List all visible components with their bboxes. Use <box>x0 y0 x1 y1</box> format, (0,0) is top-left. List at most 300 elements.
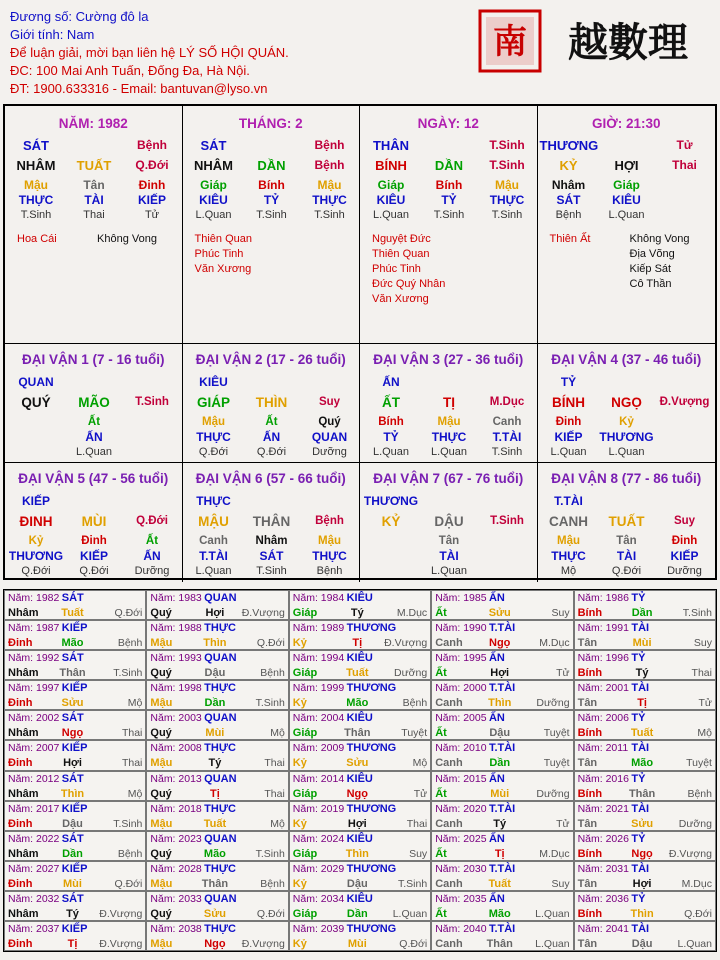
dai-van-value: Đinh <box>671 535 698 547</box>
dai-van-value: Bệnh <box>316 565 343 577</box>
pillar-cell <box>538 106 716 344</box>
year-row-top <box>150 892 284 907</box>
pillar-title: NĂM: 1982 <box>58 116 128 131</box>
year-cell <box>146 710 288 740</box>
dai-van-value: THƯƠNG <box>363 494 419 508</box>
year-row-bottom <box>293 696 427 710</box>
dai-van-value: TỶ <box>560 375 577 389</box>
year-star: SÁT <box>61 592 84 604</box>
year-cell <box>146 921 288 951</box>
year-row-bottom <box>435 787 569 801</box>
year-row-top <box>293 892 427 907</box>
year-stem: Canh <box>435 637 463 650</box>
year-row-top <box>578 711 712 726</box>
year-branch: Mão <box>61 637 84 650</box>
year-stem: Canh <box>435 697 463 710</box>
year-cell <box>289 740 431 770</box>
pillar-note: Hoa Cái <box>17 233 57 245</box>
pillar-top-value: Bệnh <box>314 138 345 152</box>
year-star: SÁT <box>61 652 84 665</box>
pillar-hlife-value: T.Sinh <box>256 209 287 221</box>
year-stem: Mậu <box>150 757 173 770</box>
pillar-hidden-value: Giáp <box>200 178 227 192</box>
year-star: QUAN <box>204 712 237 725</box>
year-row-top <box>150 741 284 756</box>
year-life-stage: Tử <box>698 697 712 710</box>
pillar-hlife-value: T.Sinh <box>491 209 523 221</box>
year-label: Năm: 1982 <box>8 592 60 604</box>
year-life-stage: Q.Đới <box>256 907 285 920</box>
year-star: THỰC <box>204 922 236 935</box>
year-branch: Mùi <box>490 787 510 800</box>
year-row-top <box>578 741 712 756</box>
pillar-row2-value: BÍNH <box>375 158 407 173</box>
year-life-stage: Thai <box>264 757 285 770</box>
year-branch: Tý <box>493 817 507 830</box>
year-life-stage: L.Quan <box>535 907 570 920</box>
year-label: Năm: 1984 <box>292 592 345 604</box>
year-row-bottom <box>435 877 569 891</box>
year-row-bottom <box>8 937 142 951</box>
dai-van-value: T.Sinh <box>256 565 287 577</box>
year-life-stage: Mộ <box>412 757 428 770</box>
year-cell <box>574 620 716 650</box>
pillar-note: Cô Thần <box>629 278 672 290</box>
year-label: Năm: 2008 <box>150 742 202 755</box>
year-star: SÁT <box>61 892 84 905</box>
dai-van-value: Canh <box>492 416 522 428</box>
year-branch: Dần <box>489 757 511 770</box>
year-stem: Mậu <box>150 637 173 650</box>
pillar-hidden-value: Đinh <box>138 178 166 192</box>
pillar-hidden-value: Bính <box>435 178 463 192</box>
year-label: Năm: 2000 <box>435 682 487 695</box>
year-row-top <box>578 681 712 696</box>
year-label: Năm: 2038 <box>150 922 202 935</box>
year-cell <box>574 831 716 861</box>
year-row-top <box>150 621 284 636</box>
year-label: Năm: 2021 <box>577 802 629 815</box>
dai-van-value: KIẾP <box>554 430 583 444</box>
year-row-top <box>435 621 569 636</box>
year-star: TÀI <box>631 622 650 635</box>
year-cell <box>431 740 573 770</box>
year-stem: Bính <box>577 727 603 740</box>
owner-name: Đương số: Cường đô la <box>10 9 149 24</box>
year-row-bottom <box>293 666 427 680</box>
dai-van-value: TÀI <box>439 549 459 563</box>
svg-text:南: 南 <box>493 22 527 62</box>
pillar-hlife-value: T.Sinh <box>20 209 52 221</box>
year-cell <box>431 650 573 680</box>
header-info <box>10 8 470 98</box>
year-branch: Thìn <box>488 697 512 710</box>
year-stem: Canh <box>435 817 463 830</box>
dai-van-value: KIẾP <box>79 549 108 563</box>
yearly-grid <box>3 589 717 952</box>
pillar-note: Kiếp Sát <box>629 263 672 275</box>
year-row-bottom <box>293 847 427 861</box>
year-star: THƯƠNG <box>346 682 397 695</box>
dai-van-value: Quý <box>318 416 341 428</box>
year-label: Năm: 2011 <box>577 742 629 755</box>
pillar-note: Thiên Quan <box>194 233 252 245</box>
year-cell <box>4 801 146 831</box>
year-star: TỶ <box>631 592 646 604</box>
year-stem: Nhâm <box>8 667 39 680</box>
year-life-stage: T.Sinh <box>682 607 712 619</box>
year-life-stage: T.Sinh <box>113 667 143 680</box>
dai-van-value: MÙI <box>81 514 107 529</box>
year-stem: Bính <box>577 787 603 800</box>
year-star: THƯƠNG <box>346 802 397 815</box>
year-label: Năm: 2007 <box>8 742 60 755</box>
year-stem: Ất <box>435 607 447 619</box>
year-branch: Mùi <box>205 727 225 740</box>
year-cell <box>146 771 288 801</box>
year-label: Năm: 2024 <box>292 832 345 845</box>
dai-van-value: Bệnh <box>315 515 344 527</box>
year-star: KIÊU <box>346 772 373 785</box>
dai-van-value: Đinh <box>555 416 582 428</box>
year-label: Năm: 2003 <box>150 712 202 725</box>
year-star: KIẾP <box>61 922 88 935</box>
year-row-bottom <box>8 907 142 921</box>
year-row-top <box>8 892 142 907</box>
dai-van-value: ẤT <box>382 395 400 410</box>
year-row-bottom <box>578 817 712 831</box>
pillar-note: Đức Quý Nhân <box>372 278 446 290</box>
svg-text:越數理: 越數理 <box>568 19 688 66</box>
year-stem: Kỷ <box>292 637 307 650</box>
year-stem: Bính <box>577 847 603 860</box>
year-row-bottom <box>578 726 712 740</box>
year-row-bottom <box>578 907 712 921</box>
pillar-row2-value: NHÂM <box>194 158 233 173</box>
year-label: Năm: 1994 <box>292 652 345 665</box>
year-row-top <box>150 832 284 847</box>
year-star: THỰC <box>204 742 236 755</box>
year-stem: Đinh <box>8 697 33 710</box>
year-row-bottom <box>435 937 569 951</box>
year-branch: Tuất <box>61 607 84 619</box>
year-star: T.TÀI <box>488 622 516 635</box>
pillar-hidden-value: Tân <box>83 178 105 192</box>
year-star: KIẾP <box>61 622 88 635</box>
dai-van-value: L.Quan <box>430 565 468 577</box>
dai-van-title: ĐẠI VẬN 5 (47 - 56 tuổi) <box>18 471 169 486</box>
pillar-hidden-value: Mậu <box>317 178 342 192</box>
year-stem: Tân <box>577 817 598 830</box>
year-cell <box>4 710 146 740</box>
year-life-stage: Q.Đới <box>114 877 143 890</box>
year-stem: Nhâm <box>8 847 39 860</box>
year-row-top <box>578 621 712 636</box>
year-label: Năm: 1989 <box>292 622 345 635</box>
year-life-stage: Mộ <box>127 697 143 710</box>
year-row-top <box>293 741 427 756</box>
year-cell <box>431 831 573 861</box>
year-stem: Nhâm <box>8 727 39 740</box>
year-row-top <box>150 802 284 817</box>
year-branch: Dần <box>631 607 653 619</box>
year-label: Năm: 1988 <box>150 622 202 635</box>
year-stem: Quý <box>150 847 172 860</box>
year-row-bottom <box>8 726 142 740</box>
year-row-top <box>293 621 427 636</box>
year-row-bottom <box>150 756 284 770</box>
year-life-stage: Suy <box>693 637 712 650</box>
year-cell <box>289 590 431 620</box>
dai-van-title: ĐẠI VẬN 7 (67 - 76 tuổi) <box>373 471 524 486</box>
year-row-bottom <box>150 606 284 620</box>
year-row-bottom <box>150 847 284 861</box>
dai-van-title: ĐẠI VẬN 2 (17 - 26 tuổi) <box>195 352 346 367</box>
year-label: Năm: 2027 <box>8 862 60 875</box>
year-star: ẤN <box>488 832 505 845</box>
year-label: Năm: 1993 <box>150 652 202 665</box>
year-row-bottom <box>8 847 142 861</box>
year-life-stage: Đ.Vượng <box>99 937 143 950</box>
year-life-stage: M.Dục <box>396 607 428 619</box>
dai-van-value: T.TÀI <box>554 494 583 508</box>
year-branch: Tị <box>494 847 505 860</box>
pillar-hstar-value: KIẾP <box>137 193 166 207</box>
year-star: THỰC <box>204 622 236 635</box>
year-cell <box>289 861 431 891</box>
year-stem: Quý <box>150 727 172 740</box>
year-stem: Giáp <box>292 907 318 920</box>
year-cell <box>289 921 431 951</box>
year-life-stage: Tuyệt <box>543 757 570 770</box>
pillar-title: GIỜ: 21:30 <box>591 116 661 131</box>
year-row-top <box>8 862 142 877</box>
year-label: Năm: 1999 <box>292 682 345 695</box>
pillar-hstar-value: KIÊU <box>376 193 406 207</box>
pillar-hidden-value: Mậu <box>495 178 519 192</box>
year-cell <box>4 771 146 801</box>
year-life-stage: Q.Đới <box>256 637 285 650</box>
year-row-bottom <box>293 937 427 951</box>
year-star: T.TÀI <box>488 742 516 755</box>
pillar-note: Nguyệt Đức <box>372 233 431 245</box>
dai-van-value: ẤN <box>85 430 103 444</box>
year-stem: Giáp <box>292 667 318 680</box>
year-row-top <box>8 711 142 726</box>
gender: Giới tính: Nam <box>10 27 95 42</box>
year-stem: Nhâm <box>8 607 39 619</box>
year-row-top <box>8 741 142 756</box>
pillar-hidden-value: Giáp <box>377 178 405 192</box>
year-row-top <box>150 591 284 606</box>
pillar-hidden-value: Nhâm <box>551 178 586 192</box>
pillar-row2-value: T.Sinh <box>489 158 525 172</box>
year-row-top <box>293 922 427 937</box>
dai-van-value: THƯƠNG <box>8 549 64 563</box>
year-row-top <box>578 862 712 877</box>
pillar-hlife-value: Thai <box>83 209 105 221</box>
year-life-stage: Đ.Vượng <box>99 907 143 920</box>
year-life-stage: Tuyệt <box>543 727 570 740</box>
dai-van-cell <box>360 344 538 463</box>
year-label: Năm: 1986 <box>577 592 629 604</box>
year-branch: Tị <box>67 937 78 950</box>
pillar-row2-value: HỢI <box>614 158 639 173</box>
dai-van-value: Mậu <box>557 535 580 547</box>
year-row-bottom <box>435 666 569 680</box>
year-cell <box>574 771 716 801</box>
year-stem: Ất <box>435 727 447 740</box>
year-branch: Thân <box>344 727 371 740</box>
year-row-top <box>293 681 427 696</box>
year-branch: Hợi <box>347 817 367 830</box>
year-cell <box>574 891 716 921</box>
year-star: TÀI <box>631 682 650 695</box>
year-star: THƯƠNG <box>346 862 397 875</box>
year-star: SÁT <box>61 832 84 845</box>
year-branch: Dậu <box>631 937 653 950</box>
year-stem: Giáp <box>292 787 318 800</box>
dai-van-value: Q.Đới <box>21 565 51 577</box>
year-branch: Tị <box>210 787 220 800</box>
year-row-top <box>150 651 284 666</box>
year-life-stage: Bệnh <box>260 667 285 680</box>
year-stem: Tân <box>577 937 598 950</box>
year-label: Năm: 2040 <box>435 922 487 935</box>
year-cell <box>4 680 146 710</box>
year-life-stage: Mộ <box>697 727 712 740</box>
year-star: THƯƠNG <box>346 622 397 635</box>
year-cell <box>146 590 288 620</box>
year-stem: Quý <box>150 907 172 920</box>
year-label: Năm: 2041 <box>577 922 629 935</box>
year-label: Năm: 2015 <box>435 772 487 785</box>
year-cell <box>146 680 288 710</box>
dai-van-value: Tân <box>438 535 460 547</box>
pillar-note: Không Vong <box>97 233 157 245</box>
year-row-top <box>8 651 142 666</box>
year-branch: Tý <box>635 667 649 680</box>
dai-van-value: Kỷ <box>619 416 634 428</box>
year-life-stage: M.Dục <box>681 877 712 890</box>
year-branch: Tị <box>352 637 363 650</box>
year-label: Năm: 2035 <box>435 892 487 905</box>
year-star: TÀI <box>631 742 650 755</box>
year-life-stage: Tử <box>556 667 570 680</box>
year-row-top <box>435 892 569 907</box>
year-star: TỶ <box>631 652 646 665</box>
year-label: Năm: 2033 <box>150 892 202 905</box>
year-stem: Kỷ <box>292 817 307 830</box>
dai-van-value: THƯƠNG <box>599 430 654 444</box>
dai-van-value: ẤN <box>382 375 400 389</box>
pillar-hidden-value: Bính <box>258 178 285 192</box>
dai-van-value: KIẾP <box>670 549 699 563</box>
pillar-note: Địa Võng <box>629 248 675 260</box>
year-row-bottom <box>435 636 569 650</box>
dai-van-value: Bính <box>378 416 404 428</box>
year-life-stage: Dưỡng <box>393 667 428 680</box>
year-branch: Dần <box>204 697 226 710</box>
year-star: THƯƠNG <box>346 922 397 935</box>
year-label: Năm: 1996 <box>577 652 629 665</box>
year-cell <box>146 801 288 831</box>
year-star: ẤN <box>488 592 505 604</box>
year-star: THỰC <box>204 862 236 875</box>
pillar-top-value: SÁT <box>23 138 49 153</box>
year-cell <box>4 921 146 951</box>
year-row-bottom <box>8 636 142 650</box>
year-life-stage: Thai <box>121 757 143 770</box>
year-row-top <box>435 591 569 606</box>
year-row-top <box>8 621 142 636</box>
year-star: QUAN <box>204 652 237 665</box>
year-star: ẤN <box>488 892 505 905</box>
dai-van-cell <box>360 463 538 582</box>
dai-van-value: Dưỡng <box>134 565 170 577</box>
year-label: Năm: 2029 <box>292 862 345 875</box>
address-line: ĐC: 100 Mai Anh Tuấn, Đống Đa, Hà Nội. <box>10 63 250 78</box>
year-life-stage: Tuyệt <box>686 757 712 770</box>
year-branch: Thìn <box>60 787 85 800</box>
dai-van-value: MÃO <box>78 395 110 410</box>
dai-van-cell <box>5 344 183 463</box>
year-branch: Ngọ <box>204 937 226 950</box>
year-life-stage: Thai <box>264 787 285 800</box>
year-row-bottom <box>150 636 284 650</box>
pillar-hlife-value: L.Quan <box>195 209 232 221</box>
year-stem: Canh <box>435 877 463 890</box>
year-star: T.TÀI <box>488 862 516 875</box>
year-branch: Thân <box>486 937 513 950</box>
year-row-top <box>8 922 142 937</box>
dai-van-value: T.TÀI <box>492 430 522 444</box>
year-life-stage: Q.Đới <box>399 937 428 950</box>
year-row-top <box>435 802 569 817</box>
pillar-top-value: Tử <box>676 138 693 152</box>
dai-van-value: L.Quan <box>75 446 113 458</box>
dai-van-value: GIÁP <box>196 395 230 410</box>
year-row-top <box>293 591 427 606</box>
dai-van-value: DẬU <box>434 514 464 529</box>
dai-van-value: NGỌ <box>611 395 642 410</box>
pillar-cell <box>183 106 361 344</box>
dai-van-value: Mậu <box>318 535 341 547</box>
year-row-bottom <box>435 726 569 740</box>
dai-van-cell <box>183 344 361 463</box>
year-cell <box>289 710 431 740</box>
dai-van-value: QUAN <box>18 375 54 389</box>
year-branch: Ngọ <box>631 847 653 860</box>
year-row-bottom <box>293 787 427 801</box>
year-label: Năm: 2030 <box>435 862 487 875</box>
year-stem: Quý <box>150 607 172 619</box>
year-row-top <box>578 802 712 817</box>
pillar-row2-value: DẦN <box>257 158 286 173</box>
year-branch: Sửu <box>631 817 654 830</box>
dai-van-value: Q.Đới <box>79 565 109 577</box>
dai-van-value: T.TÀI <box>199 549 228 563</box>
pillar-row2-value: Thai <box>672 158 697 172</box>
year-cell <box>4 590 146 620</box>
dai-van-value: Q.Đới <box>136 515 168 527</box>
year-life-stage: Mộ <box>270 817 285 830</box>
year-row-bottom <box>150 787 284 801</box>
year-stem: Ất <box>435 787 447 800</box>
year-life-stage: Suy <box>551 607 570 619</box>
pillar-row2-value: TUẤT <box>76 158 112 173</box>
contact-line: Để luận giải, mời bạn liên hệ LÝ SỐ HỘI QUÁN. <box>10 45 289 60</box>
